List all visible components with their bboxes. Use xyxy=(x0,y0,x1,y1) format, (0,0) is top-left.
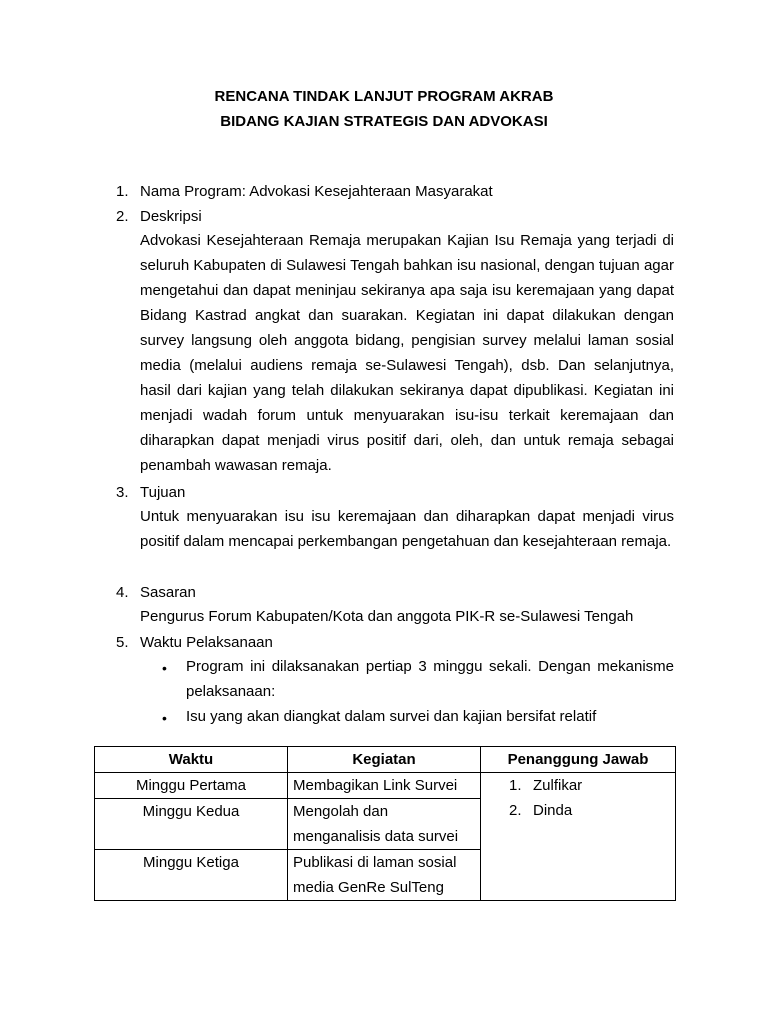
list-name: Zulfikar xyxy=(533,777,583,794)
title-line-2: BIDANG KAJIAN STRATEGIS DAN ADVOKASI xyxy=(220,113,548,130)
header-waktu: Waktu xyxy=(95,747,288,773)
list-name: Dinda xyxy=(533,802,573,819)
list-number: 1. xyxy=(509,777,522,794)
cell-waktu: Minggu Pertama xyxy=(95,773,288,799)
bullet-item: Isu yang akan diangkat dalam survei dan kajian bersifat relatif xyxy=(186,708,597,725)
section-body: Untuk menyuarakan isu isu keremajaan dan diharapkan dapat menjadi virus positif dalam mencapai perkembangan pengetahuan dan kesejahteraan remaja. xyxy=(140,508,674,550)
title-line-1: RENCANA TINDAK LANJUT PROGRAM AKRAB xyxy=(214,88,554,105)
section-body: Pengurus Forum Kabupaten/Kota dan anggota PIK-R se-Sulawesi Tengah xyxy=(140,608,634,625)
cell-waktu: Minggu Ketiga xyxy=(95,850,288,901)
bullet-item: Program ini dilaksanakan pertiap 3 minggu sekali. Dengan mekanisme pelaksanaan: xyxy=(186,658,674,700)
section-number: 3. xyxy=(116,484,129,501)
cell-waktu: Minggu Kedua xyxy=(95,799,288,850)
section-number: 2. xyxy=(116,208,129,225)
section-heading: Tujuan xyxy=(140,484,186,501)
section-heading: Deskripsi xyxy=(140,208,202,225)
section-heading: Waktu Pelaksanaan xyxy=(140,634,273,651)
section-number: 5. xyxy=(116,634,129,651)
list-number: 2. xyxy=(509,802,522,819)
section-heading: Nama Program: Advokasi Kesejahteraan Masyarakat xyxy=(140,183,493,200)
header-penanggung-jawab: Penanggung Jawab xyxy=(481,747,676,773)
cell-kegiatan: Membagikan Link Survei xyxy=(288,773,481,799)
table-header-row xyxy=(95,747,676,773)
header-kegiatan: Kegiatan xyxy=(288,747,481,773)
cell-penanggung-jawab xyxy=(481,773,676,901)
section-number: 1. xyxy=(116,183,129,200)
cell-kegiatan: Publikasi di laman sosial media GenRe SulTeng xyxy=(288,850,481,901)
list-item xyxy=(509,773,670,798)
section-body: Advokasi Kesejahteraan Remaja merupakan Kajian Isu Remaja yang terjadi di seluruh Kabupaten di Sulawesi Tengah bahkan isu nasional, dengan tujuan agar mengetahui dan dapat meninjau sekiranya apa saja isu keremajaan yang dapat Bidang Kastrad angkat dan suarakan. Kegiatan ini dapat dilakukan dengan survey langsung oleh anggota bidang, pengisian survey melalui laman sosial media (melalui audiens remaja se-Sulawesi Tengah), dsb. Dan selanjutnya, hasil dari kajian yang telah dilakukan sekiranya dapat dipublikasi. Kegiatan ini menjadi wadah forum untuk menyuarakan isu-isu terkait keremajaan dan diharapkan dapat menjadi virus positif dari, oleh, dan untuk remaja sebagai penambah wawasan remaja. xyxy=(140,232,674,474)
section-number: 4. xyxy=(116,584,129,601)
schedule-table xyxy=(94,746,676,901)
bullet-icon: • xyxy=(162,660,167,676)
table-row xyxy=(95,773,676,799)
cell-kegiatan: Mengolah dan menganalisis data survei xyxy=(288,799,481,850)
bullet-icon: • xyxy=(162,710,167,726)
list-item xyxy=(509,798,670,823)
section-heading: Sasaran xyxy=(140,584,196,601)
